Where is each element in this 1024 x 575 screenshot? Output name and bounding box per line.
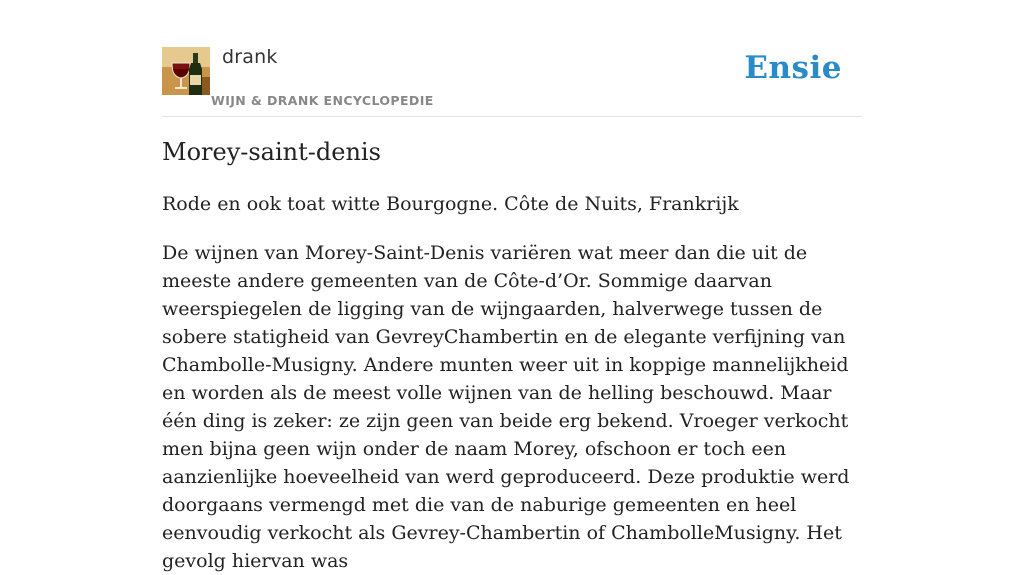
article-body: De wijnen van Morey-Saint-Denis variëren wat meer dan die uit de meeste andere gemeenten van de Côte-d’Or. Sommige daarvan weerspiegelen de ligging van de wijngaarden, halverwege tussen de sobere statigheid van GevreyChambertin en de elegante verfijning van Chambolle-Musigny. Andere munten weer uit in koppige mannelijkheid en worden als de meest volle wijnen van de helling beschouwd. Maar één ding is zeker: ze zijn geen van beide erg bekend. Vroeger verkocht men bijna geen wijn onder de naam Morey, ofschoon er toch een aanzienlijke hoeveelheid van werd geproduceerd. Deze produktie werd doorgaans vermengd met die van de naburige gemeenten en heel eenvoudig verkocht als Gevrey-Chambertin of ChambolleMusigny. Het gevolg hiervan was	[162, 242, 850, 572]
category-link[interactable]: drank	[222, 46, 278, 68]
avatar-image	[162, 47, 210, 95]
wine-glass-bottle-icon[interactable]	[162, 47, 210, 95]
page-container	[162, 0, 862, 572]
header	[162, 0, 862, 117]
article-title: Morey-saint-denis	[162, 138, 381, 166]
encyclopedia-subtitle[interactable]: WIJN & DRANK ENCYCLOPEDIE	[211, 93, 434, 108]
article-lead: Rode en ook toat witte Bourgogne. Côte de Nuits, Frankrijk	[162, 193, 739, 215]
brand-logo[interactable]: Ensie	[744, 50, 842, 86]
